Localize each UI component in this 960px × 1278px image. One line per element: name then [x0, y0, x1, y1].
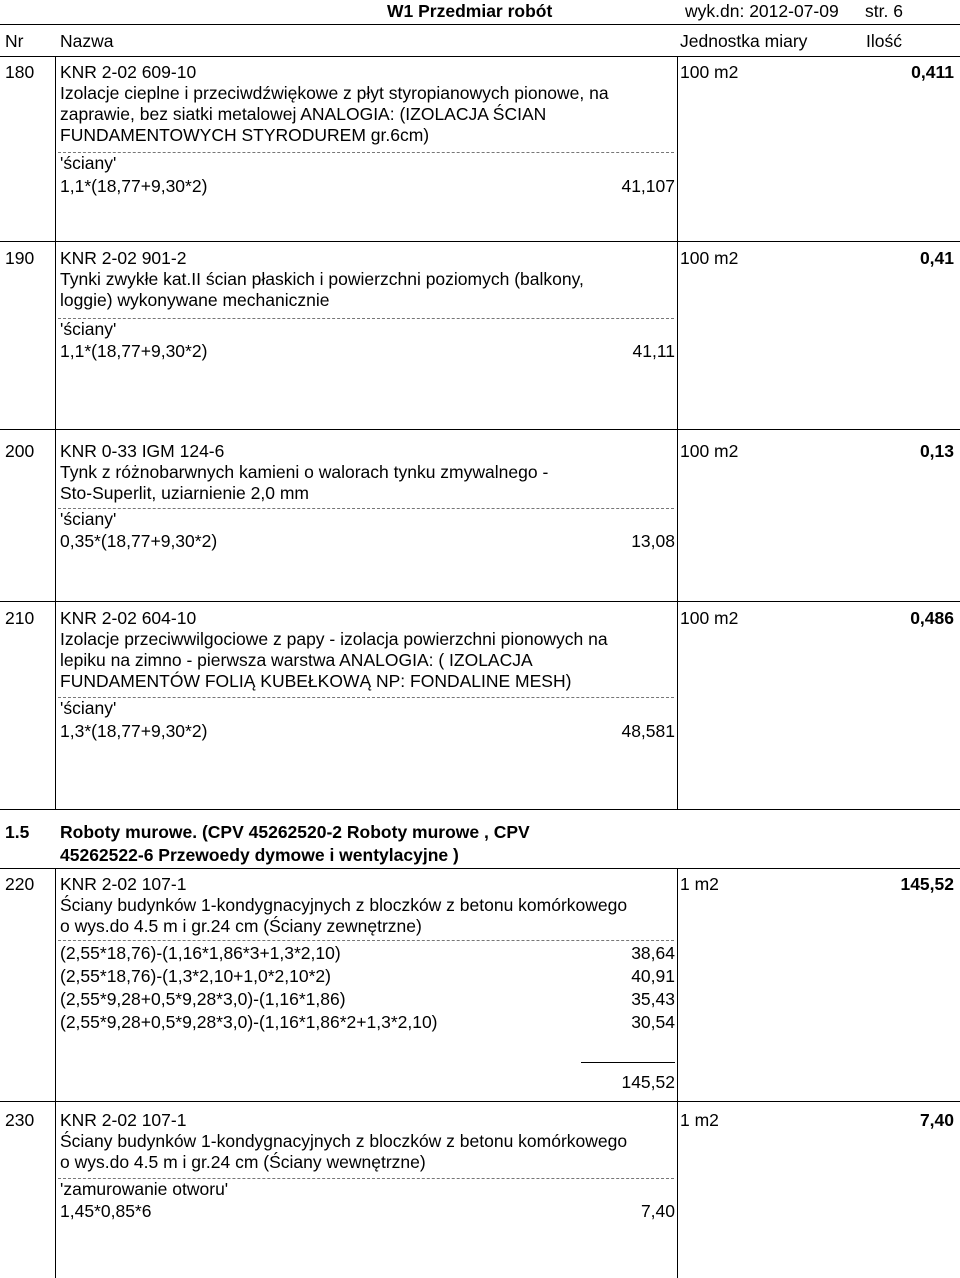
calc-expression: (2,55*18,76)-(1,16*1,86*3+1,3*2,10)	[60, 943, 341, 963]
item-description-line: FUNDAMENTÓW FOLIĄ KUBEŁKOWĄ NP: FONDALINE MESH)	[60, 671, 572, 691]
item-code: KNR 2-02 107-1	[60, 874, 187, 894]
item-quantity: 145,52	[900, 874, 954, 894]
section-title-line: Roboty murowe. (CPV 45262520-2 Roboty murowe , CPV	[60, 822, 530, 842]
calc-value: 48,581	[621, 721, 675, 741]
item-quantity: 0,13	[919, 441, 954, 461]
item-description-line: Sto-Superlit, uziarnienie 2,0 mm	[60, 483, 309, 503]
item-unit: 100 m2	[680, 608, 739, 628]
item-code: KNR 0-33 IGM 124-6	[60, 441, 225, 461]
calc-expression: 1,1*(18,77+9,30*2)	[60, 341, 208, 361]
item-unit: 1 m2	[680, 874, 719, 894]
calc-group: 'ściany'	[60, 319, 117, 339]
item-code: KNR 2-02 901-2	[60, 248, 187, 268]
calc-expression: 1,3*(18,77+9,30*2)	[60, 721, 208, 741]
item-quantity: 7,40	[919, 1110, 954, 1130]
column-header-unit: Jednostka miary	[680, 31, 808, 51]
header-rule	[0, 24, 960, 25]
calc-group: 'zamurowanie otworu'	[60, 1179, 229, 1199]
item-description-line: Izolacje przeciwwilgociowe z papy - izolacja powierzchni pionowych na	[60, 629, 608, 649]
item-description-line: zaprawie, bez siatki metalowej ANALOGIA: (IZOLACJA ŚCIAN	[60, 104, 547, 124]
item-quantity: 0,41	[919, 248, 954, 268]
calc-value: 41,107	[621, 176, 675, 196]
calc-value: 7,40	[640, 1201, 675, 1221]
print-date: wyk.dn: 2012-07-09	[685, 1, 839, 21]
calc-group: 'ściany'	[60, 698, 117, 718]
calc-value: 40,91	[631, 966, 675, 986]
calc-expression: 1,1*(18,77+9,30*2)	[60, 176, 208, 196]
calc-value: 41,11	[632, 341, 675, 361]
item-description-line: Ściany budynków 1-kondygnacyjnych z bloczków z betonu komórkowego	[60, 895, 628, 915]
calc-sum: 145,52	[621, 1072, 675, 1092]
document-title: W1 Przedmiar robót	[387, 1, 553, 21]
item-code: KNR 2-02 604-10	[60, 608, 197, 628]
section-title-line: 45262522-6 Przewoedy dymowe i wentylacyjne )	[60, 845, 459, 865]
item-number: 220	[5, 874, 35, 894]
item-unit: 100 m2	[680, 62, 739, 82]
item-unit: 1 m2	[680, 1110, 719, 1130]
item-code: KNR 2-02 609-10	[60, 62, 197, 82]
item-description-line: lepiku na zimno - pierwsza warstwa ANALOGIA: ( IZOLACJA	[60, 650, 533, 670]
calc-value: 38,64	[631, 943, 675, 963]
column-header-nr: Nr	[5, 31, 24, 51]
item-number: 200	[5, 441, 35, 461]
sum-rule	[581, 1062, 675, 1063]
item-description-line: Izolacje cieplne i przeciwdźwiękowe z płyt styropianowych pionowe, na	[60, 83, 609, 103]
column-header-name: Nazwa	[60, 31, 114, 51]
item-description-line: o wys.do 4.5 m i gr.24 cm (Ściany wewnętrzne)	[60, 1152, 426, 1172]
calc-group: 'ściany'	[60, 509, 117, 529]
calc-value: 13,08	[631, 531, 675, 551]
calc-expression: 0,35*(18,77+9,30*2)	[60, 531, 218, 551]
item-number: 230	[5, 1110, 35, 1130]
column-header-rule	[0, 56, 960, 57]
page-number: str. 6	[865, 1, 903, 21]
section-rule	[0, 868, 960, 869]
calc-expression: (2,55*9,28+0,5*9,28*3,0)-(1,16*1,86*2+1,3*2,10)	[60, 1012, 438, 1032]
calc-value: 35,43	[631, 989, 675, 1009]
calc-expression: 1,45*0,85*6	[60, 1201, 152, 1221]
calc-value: 30,54	[631, 1012, 675, 1032]
item-number: 190	[5, 248, 35, 268]
section-number: 1.5	[5, 822, 30, 842]
item-quantity: 0,486	[910, 608, 954, 628]
item-description-line: Tynki zwykłe kat.II ścian płaskich i powierzchni poziomych (balkony,	[60, 269, 584, 289]
calc-expression: (2,55*18,76)-(1,3*2,10+1,0*2,10*2)	[60, 966, 331, 986]
item-description-line: Tynk z różnobarwnych kamieni o walorach tynku zmywalnego -	[60, 462, 549, 482]
item-description-line: Ściany budynków 1-kondygnacyjnych z bloczków z betonu komórkowego	[60, 1131, 628, 1151]
calc-expression: (2,55*9,28+0,5*9,28*3,0)-(1,16*1,86)	[60, 989, 346, 1009]
item-number: 210	[5, 608, 35, 628]
item-description-line: loggie) wykonywane mechanicznie	[60, 290, 330, 310]
item-unit: 100 m2	[680, 248, 739, 268]
item-description-line: FUNDAMENTOWYCH STYRODUREM gr.6cm)	[60, 125, 430, 145]
calc-group: 'ściany'	[60, 153, 117, 173]
item-quantity: 0,411	[911, 62, 954, 82]
item-unit: 100 m2	[680, 441, 739, 461]
item-code: KNR 2-02 107-1	[60, 1110, 187, 1130]
column-header-qty: Ilość	[866, 31, 902, 51]
item-description-line: o wys.do 4.5 m i gr.24 cm (Ściany zewnętrzne)	[60, 916, 422, 936]
item-number: 180	[5, 62, 35, 82]
